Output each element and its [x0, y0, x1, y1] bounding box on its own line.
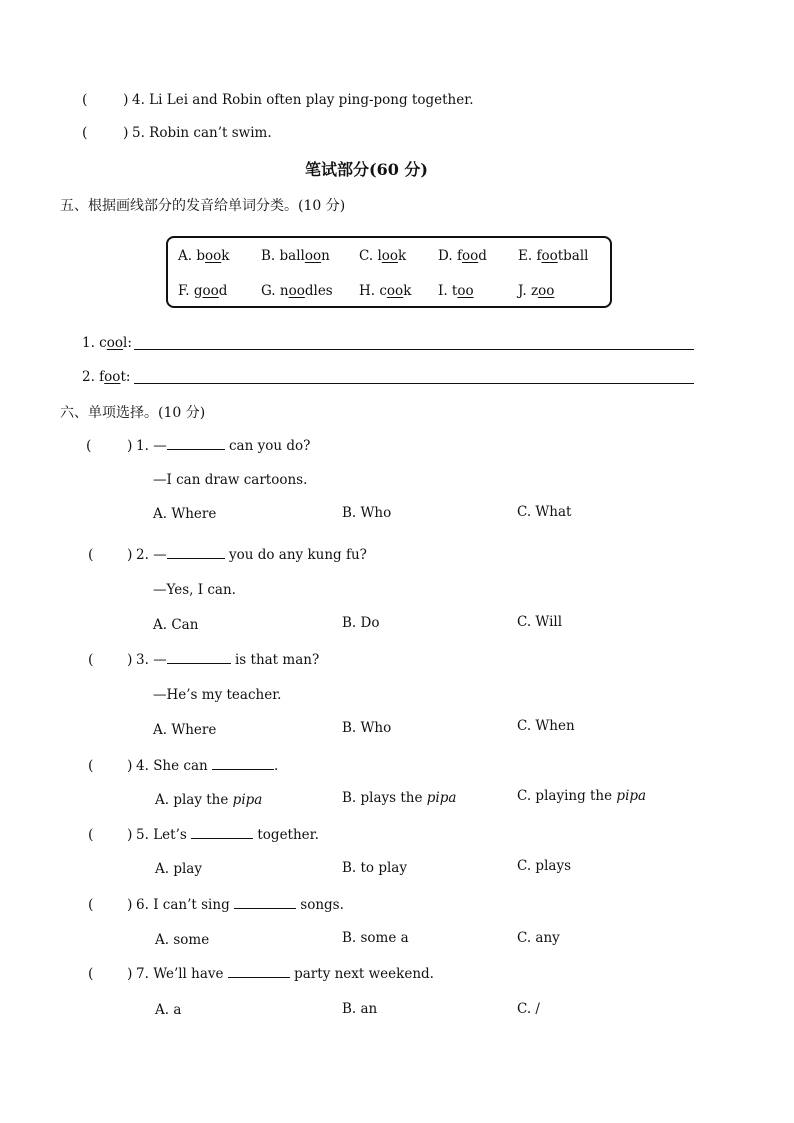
answer-paren-open: (	[82, 92, 88, 108]
answer-paren[interactable]: (	[88, 547, 94, 563]
question-2: 2. — you do any kung fu?	[136, 547, 367, 563]
question-6: 6. I can’t sing songs.	[136, 897, 344, 913]
word-option-i: I. too	[438, 283, 474, 299]
answer-paren-close: )	[127, 966, 133, 982]
question-5: 5. Let’s together.	[136, 827, 319, 843]
q5-option-a[interactable]: A. play	[155, 861, 202, 877]
q6-option-a[interactable]: A. some	[155, 932, 210, 948]
answer-paren[interactable]: (	[88, 966, 94, 982]
question-1: 1. — can you do?	[136, 438, 311, 454]
fill-blank[interactable]	[228, 967, 290, 978]
word-option-f: F. good	[178, 283, 228, 299]
section-5-heading: 五、根据画线部分的发音给单词分类。(10 分)	[60, 198, 346, 214]
q5-option-b[interactable]: B. to play	[342, 860, 407, 876]
answer-paren-close: )	[127, 547, 133, 563]
q6-option-b[interactable]: B. some a	[342, 930, 409, 946]
q1-option-a[interactable]: A. Where	[153, 506, 217, 522]
word-option-c: C. look	[359, 248, 407, 264]
question-4: 4. She can .	[136, 758, 279, 774]
q7-option-b[interactable]: B. an	[342, 1001, 378, 1017]
written-part-title: 笔试部分(60 分)	[305, 160, 428, 179]
answer-paren-close: )	[127, 827, 133, 843]
q4-option-b[interactable]: B. plays the pipa	[342, 790, 457, 806]
word-option-e: E. football	[518, 248, 589, 264]
answer-paren[interactable]: (	[88, 827, 94, 843]
q5-option-c[interactable]: C. plays	[517, 858, 571, 874]
answer-line-foot[interactable]	[134, 383, 694, 384]
fill-blank[interactable]	[167, 653, 231, 664]
q1-option-b[interactable]: B. Who	[342, 505, 392, 521]
word-option-j: J. zoo	[518, 283, 555, 299]
question-3-reply: —He’s my teacher.	[153, 687, 282, 703]
answer-label-cool: 1. cool:	[82, 335, 132, 351]
fill-blank[interactable]	[234, 898, 296, 909]
answer-label-foot: 2. foot:	[82, 369, 131, 385]
word-option-h: H. cook	[359, 283, 412, 299]
q7-option-a[interactable]: A. a	[155, 1002, 182, 1018]
q2-option-b[interactable]: B. Do	[342, 615, 380, 631]
word-option-a: A. book	[178, 248, 230, 264]
q1-option-c[interactable]: C. What	[517, 504, 572, 520]
word-option-d: D. food	[438, 248, 487, 264]
word-option-g: G. noodles	[261, 283, 333, 299]
answer-paren-open: (	[82, 125, 88, 141]
q2-option-c[interactable]: C. Will	[517, 614, 563, 630]
word-option-b: B. balloon	[261, 248, 330, 264]
answer-paren-close: )	[123, 92, 129, 108]
q7-option-c[interactable]: C. /	[517, 1001, 540, 1017]
q2-option-a[interactable]: A. Can	[153, 617, 199, 633]
section-6-heading: 六、单项选择。(10 分)	[60, 405, 206, 421]
question-7: 7. We’ll have party next weekend.	[136, 966, 434, 982]
question-3: 3. — is that man?	[136, 652, 320, 668]
answer-paren-close: )	[127, 758, 133, 774]
top-item-5: 5. Robin can’t swim.	[132, 125, 272, 141]
answer-line-cool[interactable]	[134, 349, 694, 350]
q4-option-c[interactable]: C. playing the pipa	[517, 788, 647, 804]
q3-option-b[interactable]: B. Who	[342, 720, 392, 736]
question-1-reply: —I can draw cartoons.	[153, 472, 308, 488]
answer-paren-close: )	[127, 897, 133, 913]
fill-blank[interactable]	[212, 759, 274, 770]
answer-paren[interactable]: (	[86, 438, 92, 454]
q3-option-a[interactable]: A. Where	[153, 722, 217, 738]
fill-blank[interactable]	[167, 439, 225, 450]
question-2-reply: —Yes, I can.	[153, 582, 236, 598]
fill-blank[interactable]	[167, 548, 225, 559]
q3-option-c[interactable]: C. When	[517, 718, 575, 734]
answer-paren-close: )	[127, 652, 133, 668]
q6-option-c[interactable]: C. any	[517, 930, 560, 946]
answer-paren[interactable]: (	[88, 652, 94, 668]
answer-paren-close: )	[123, 125, 129, 141]
answer-paren[interactable]: (	[88, 897, 94, 913]
answer-paren[interactable]: (	[88, 758, 94, 774]
fill-blank[interactable]	[191, 828, 253, 839]
q4-option-a[interactable]: A. play the pipa	[155, 792, 263, 808]
top-item-4: 4. Li Lei and Robin often play ping-pong together.	[132, 92, 474, 108]
answer-paren-close: )	[127, 438, 133, 454]
